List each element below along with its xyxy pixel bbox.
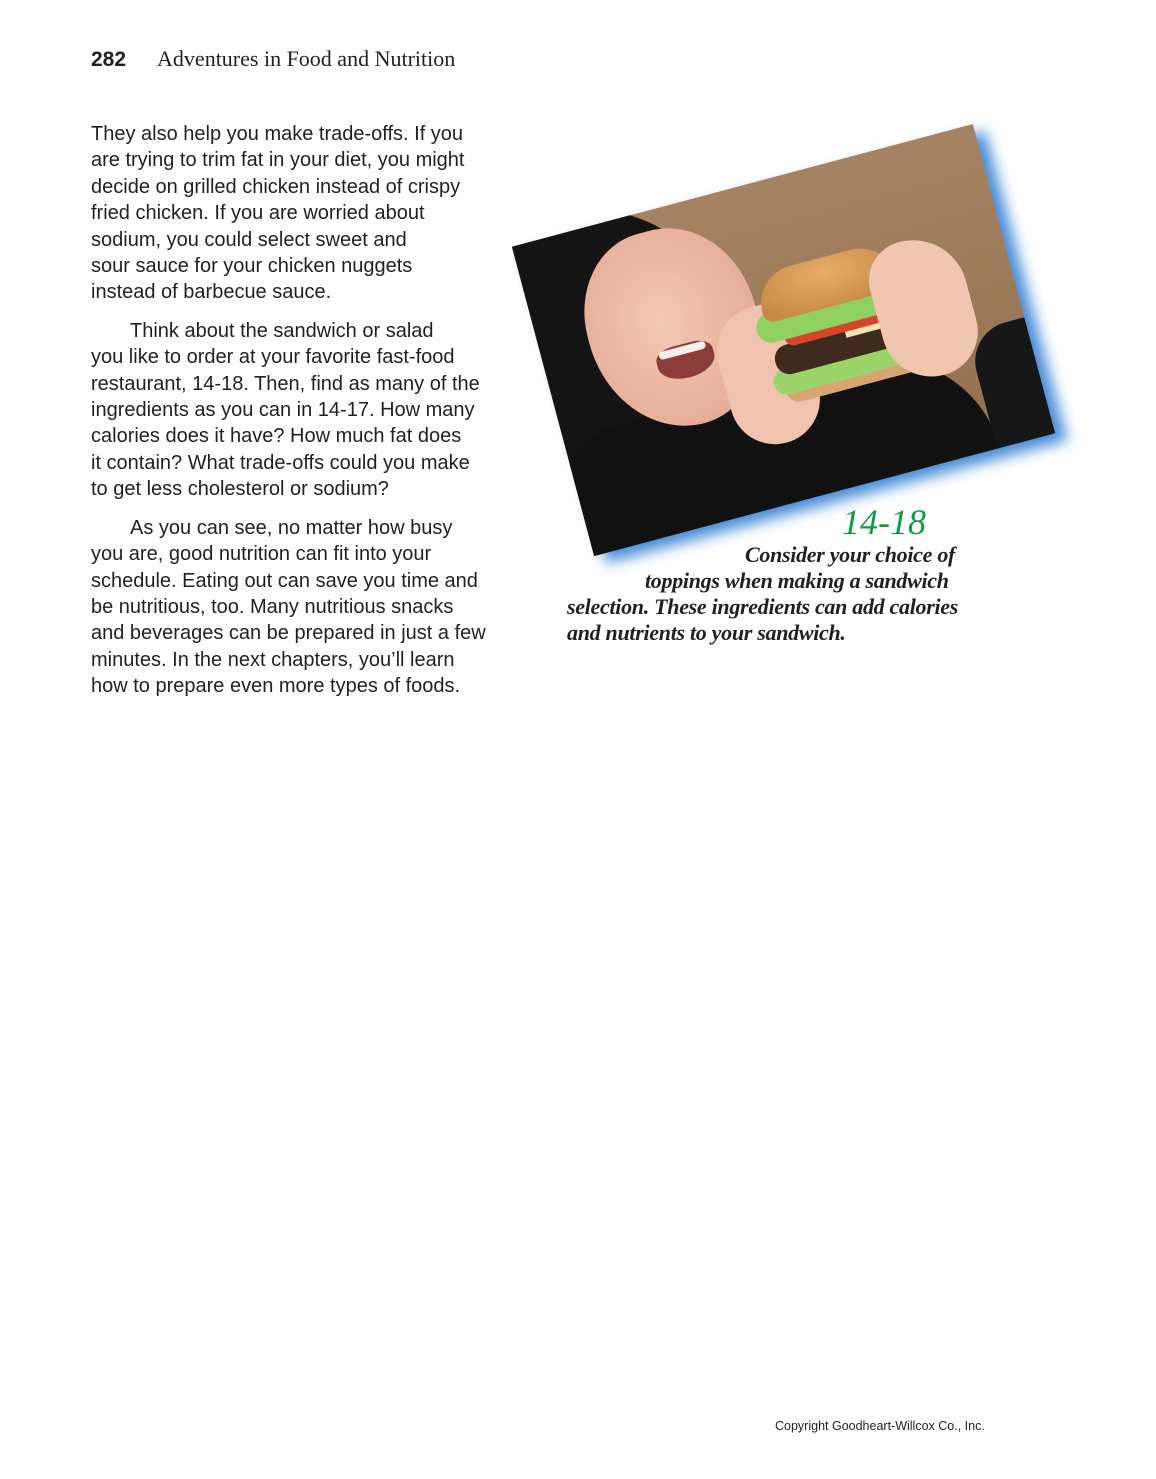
body-text-column <box>91 121 531 712</box>
text-line: calories does it have? How much fat does <box>91 425 462 448</box>
caption-line: Consider your choice of <box>745 542 956 567</box>
paragraph-trade-offs <box>91 121 531 306</box>
text-line: schedule. Eating out can save you time and <box>91 569 478 592</box>
text-line: you are, good nutrition can fit into your <box>91 543 432 566</box>
text-line: be nutritious, too. Many nutritious snacks <box>91 595 454 618</box>
text-line: They also help you make trade-offs. If you <box>91 123 464 145</box>
copyright-notice: Copyright Goodheart-Willcox Co., Inc. <box>775 1419 985 1433</box>
page-number: 282 <box>91 48 127 71</box>
text-line: you like to order at your favorite fast-food <box>91 346 455 369</box>
text-line: decide on grilled chicken instead of crispy <box>91 175 461 198</box>
text-line: Think about the sandwich or salad <box>130 319 434 342</box>
text-line: how to prepare even more types of foods. <box>91 675 461 698</box>
text-line: instead of barbecue sauce. <box>91 281 332 304</box>
text-line: minutes. In the next chapters, you’ll learn <box>91 648 455 671</box>
text-line: sour sauce for your chicken nuggets <box>91 255 413 278</box>
caption-line: selection. These ingredients can add calories <box>567 594 959 619</box>
paragraph-think-about <box>91 318 531 503</box>
text-line: sodium, you could select sweet and <box>91 228 407 251</box>
book-title: Adventures in Food and Nutrition <box>157 46 456 71</box>
running-head <box>91 46 455 76</box>
text-line: it contain? What trade-offs could you make <box>91 451 470 474</box>
text-line: and beverages can be prepared in just a few <box>91 622 486 645</box>
text-line: to get less cholesterol or sodium? <box>91 478 389 501</box>
figure-photo <box>512 124 1055 556</box>
figure-number: 14-18 <box>842 502 926 542</box>
text-line: are trying to trim fat in your diet, you might <box>91 149 465 172</box>
girl-eating-burger-image <box>512 124 1055 556</box>
caption-line: toppings when making a sandwich <box>645 568 949 593</box>
caption-line: and nutrients to your sandwich. <box>567 620 846 645</box>
text-line: fried chicken. If you are worried about <box>91 202 425 225</box>
text-line: restaurant, 14-18. Then, find as many of the <box>91 372 480 395</box>
text-line: ingredients as you can in 14-17. How many <box>91 399 475 422</box>
paragraph-as-you-can-see <box>91 515 531 700</box>
text-line: As you can see, no matter how busy <box>130 516 453 539</box>
